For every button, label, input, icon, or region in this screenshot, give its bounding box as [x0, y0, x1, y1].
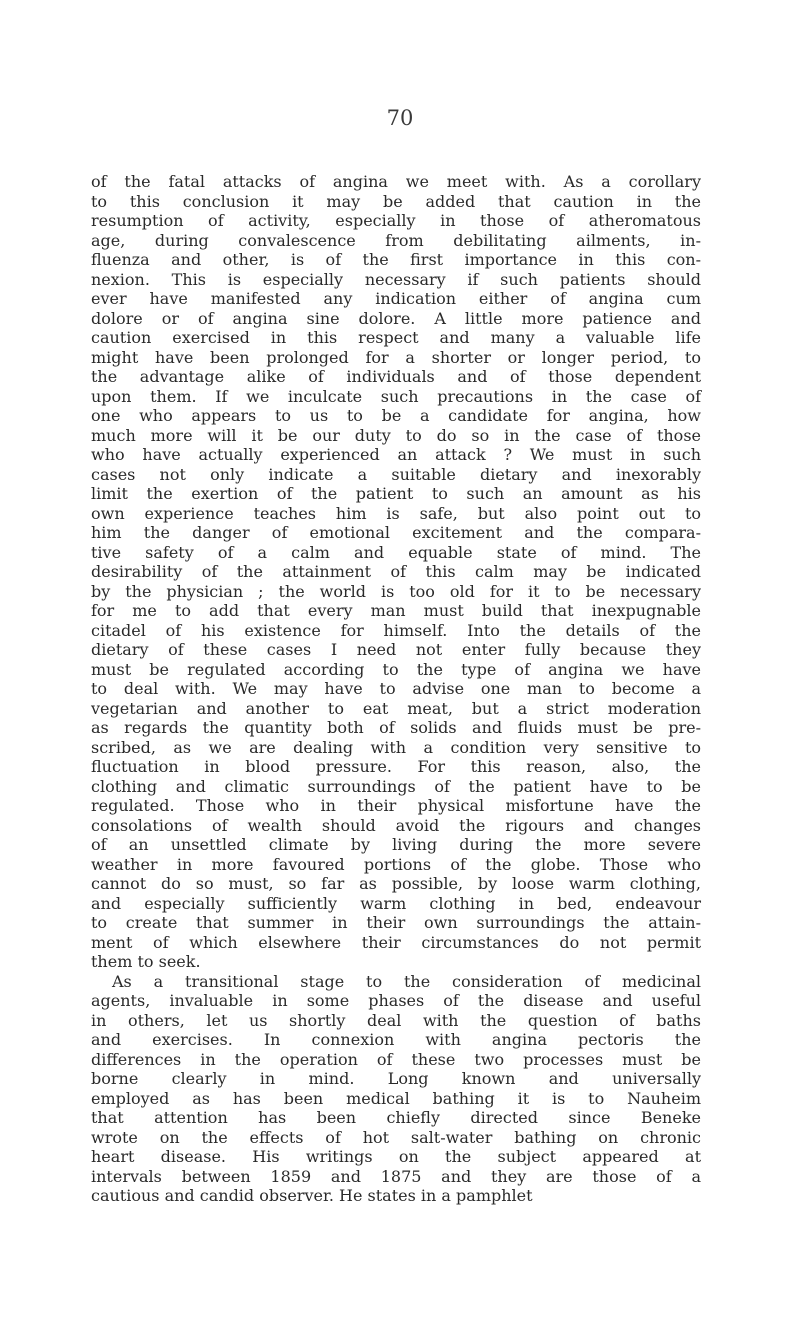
text-line: and exercises. In connexion with angina pectoris the [91, 1030, 701, 1049]
text-line: tive safety of a calm and equable state of mind. The [91, 542, 701, 562]
text-line: who have actually experienced an attack ? We must in such [91, 445, 701, 464]
text-line: that attention has been chiefly directed since Beneke [91, 1108, 701, 1127]
text-line: wrote on the effects of hot salt-water bathing on chronic [91, 1127, 701, 1147]
text-line: cases not only indicate a suitable dietary and inexorably [91, 464, 701, 484]
text-line: for me to add that every man must build that inexpugnable [91, 601, 701, 620]
text-line: might have been prolonged for a shorter or longer period, to [91, 347, 701, 367]
text-line: desirability of the attainment of this calm may be indicated [91, 562, 701, 581]
text-line: must be regulated according to the type of angina we have [91, 659, 701, 679]
text-line: agents, invaluable in some phases of the disease and useful [91, 991, 701, 1010]
text-line: employed as has been medical bathing it is to Nauheim [91, 1088, 701, 1108]
text-line: the advantage alike of individuals and of those dependent [91, 367, 701, 386]
text-line: to deal with. We may have to advise one man to become a [91, 679, 701, 698]
text-line: citadel of his existence for himself. Into the details of the [91, 620, 701, 640]
text-line: weather in more favoured portions of the globe. Those who [91, 854, 701, 874]
text-line: him the danger of emotional excitement and the compara- [91, 523, 701, 542]
body-text [91, 172, 701, 1206]
text-line: nexion. This is especially necessary if such patients should [91, 269, 701, 289]
text-line: intervals between 1859 and 1875 and they are those of a [91, 1166, 701, 1186]
text-line: by the physician ; the world is too old for it to be necessary [91, 581, 701, 601]
text-line: differences in the operation of these two processes must be [91, 1049, 701, 1069]
text-line: to create that summer in their own surroundings the attain- [91, 913, 701, 932]
text-line: upon them. If we inculcate such precautions in the case of [91, 386, 701, 406]
text-line: borne clearly in mind. Long known and universally [91, 1069, 701, 1088]
text-line: as regards the quantity both of solids and fluids must be pre- [91, 718, 701, 737]
text-line: resumption of activity, especially in those of atheromatous [91, 211, 701, 230]
text-line: cannot do so must, so far as possible, by loose warm clothing, [91, 874, 701, 893]
text-line: own experience teaches him is safe, but also point out to [91, 503, 701, 523]
text-line: dolore or of angina sine dolore. A little more patience and [91, 308, 701, 328]
text-line: to this conclusion it may be added that caution in the [91, 191, 701, 211]
text-line: much more will it be our duty to do so in the case of those [91, 425, 701, 445]
text-line: ment of which elsewhere their circumstances do not permit [91, 932, 701, 952]
text-line: of an unsettled climate by living during the more severe [91, 835, 701, 854]
text-line: heart disease. His writings on the subject appeared at [91, 1147, 701, 1166]
text-line: regulated. Those who in their physical misfortune have the [91, 796, 701, 815]
text-line: one who appears to us to be a candidate for angina, how [91, 406, 701, 425]
text-line: and especially sufficiently warm clothing in bed, endeavour [91, 893, 701, 913]
text-line: scribed, as we are dealing with a condition very sensitive to [91, 737, 701, 757]
text-line: As a transitional stage to the consideration of medicinal [112, 971, 701, 991]
text-line: them to seek. [91, 952, 201, 971]
text-line: consolations of wealth should avoid the rigours and changes [91, 815, 701, 835]
text-line: age, during convalescence from debilitating ailments, in- [91, 230, 701, 250]
text-line: in others, let us shortly deal with the question of baths [91, 1010, 701, 1030]
text-line: ever have manifested any indication either of angina cum [91, 289, 701, 308]
text-line: of the fatal attacks of angina we meet with. As a corollary [91, 172, 701, 191]
text-line: dietary of these cases I need not enter fully because they [91, 640, 701, 659]
text-line: vegetarian and another to eat meat, but a strict moderation [91, 698, 701, 718]
text-line: fluctuation in blood pressure. For this reason, also, the [91, 757, 701, 776]
text-line: limit the exertion of the patient to such an amount as his [91, 484, 701, 503]
text-line: fluenza and other, is of the first importance in this con- [91, 250, 701, 269]
page-number: 70 [386, 106, 414, 130]
text-line: caution exercised in this respect and many a valuable life [91, 328, 701, 347]
text-line: clothing and climatic surroundings of the patient have to be [91, 776, 701, 796]
text-line: cautious and candid observer. He states in a pamphlet [91, 1186, 533, 1205]
